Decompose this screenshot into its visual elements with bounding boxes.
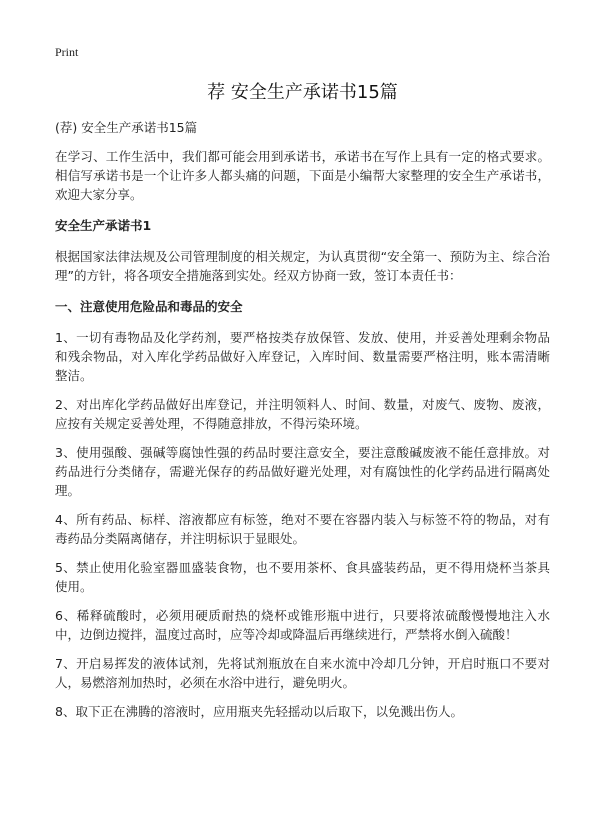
section-intro-paragraph: 根据国家法律法规及公司管理制度的相关规定，为认真贯彻“安全第一、预防为主、综合治理”的方针，将各项安全措施落到实处。经双方协商一致，签订本责任书： (55, 249, 550, 283)
subsection-heading: 一、注意使用危险品和毒品的安全 (55, 299, 243, 314)
list-item: 2、对出库化学药品做好出库登记，并注明领料人、时间、数量，对废气、废物、废液，应按有关规定妥善处理，不得随意排放，不得污染环境。 (55, 397, 550, 431)
print-label[interactable]: Print (55, 45, 79, 59)
list-item: 5、禁止使用化验室器皿盛装食物，也不要用茶杯、食具盛装药品，更不得用烧杯当茶具使用。 (55, 560, 550, 594)
document-subtitle: (荐) 安全生产承诺书15篇 (55, 120, 198, 135)
list-item: 8、取下正在沸腾的溶液时，应用瓶夹先轻摇动以后取下，以免溅出伤人。 (55, 704, 463, 719)
list-item: 3、使用强酸、强碱等腐蚀性强的药品时要注意安全，要注意酸碱废液不能任意排放。对药品进行分类储存，需避光保存的药品做好避光处理，对有腐蚀性的化学药品进行隔离处理。 (55, 445, 550, 498)
list-item: 7、开启易挥发的液体试剂，先将试剂瓶放在自来水流中冷却几分钟，开启时瓶口不要对人，易燃溶剂加热时，必须在水浴中进行，避免明火。 (55, 656, 550, 690)
page-title: 荐 安全生产承诺书15篇 (207, 82, 398, 103)
list-item: 1、一切有毒物品及化学药剂，要严格按类存放保管、发放、使用，并妥善处理剩余物品和残余物品，对入库化学药品做好入库登记，入库时间、数量需要严格注明，账本需清晰整洁。 (55, 330, 550, 383)
intro-paragraph: 在学习、工作生活中，我们都可能会用到承诺书，承诺书在写作上具有一定的格式要求。相信写承诺书是一个让许多人都头痛的问题，下面是小编帮大家整理的安全生产承诺书，欢迎大家分享。 (55, 149, 550, 202)
document-body (55, 80, 550, 731)
list-item: 6、稀释硫酸时，必须用硬质耐热的烧杯或锥形瓶中进行，只要将浓硫酸慢慢地注入水中，边倒边搅拌，温度过高时，应等冷却或降温后再继续进行，严禁将水倒入硫酸！ (55, 608, 550, 642)
list-item: 4、所有药品、标样、溶液都应有标签，绝对不要在容器内装入与标签不符的物品，对有毒药品分类隔离储存，并注明标识于显眼处。 (55, 512, 550, 546)
section-heading: 安全生产承诺书1 (55, 218, 152, 233)
